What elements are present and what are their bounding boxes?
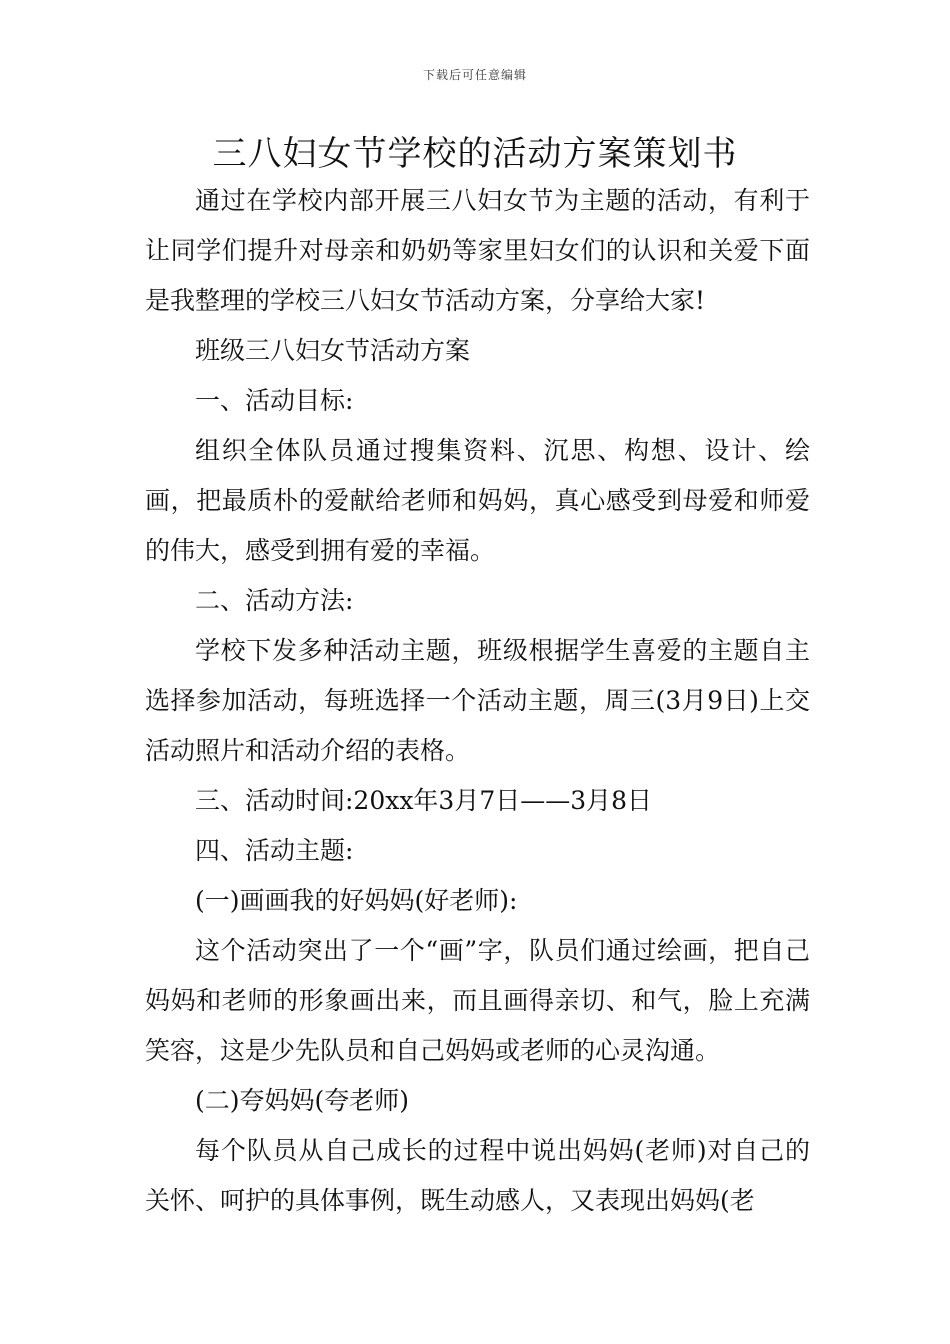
section-heading-method: 二、活动方法:	[195, 586, 354, 615]
section-heading-goal: 一、活动目标:	[195, 386, 354, 415]
section-heading-theme: 四、活动主题:	[195, 836, 354, 865]
subheading-draw-mother: (一)画画我的好妈妈(好老师):	[195, 886, 518, 915]
document-body	[145, 176, 810, 1226]
method-paragraph: 学校下发多种活动主题，班级根据学生喜爱的主题自主选择参加活动，每班选择一个活动主题，周三(3月9日)上交活动照片和活动介绍的表格。	[145, 636, 810, 765]
document-title: 三八妇女节学校的活动方案策划书	[212, 134, 738, 174]
praise-mother-paragraph: 每个队员从自己成长的过程中说出妈妈(老师)对自己的关怀、呵护的具体事例，既生动感人，又表现出妈妈(老	[145, 1136, 810, 1215]
draw-mother-paragraph: 这个活动突出了一个“画”字，队员们通过绘画，把自己妈妈和老师的形象画出来，而且画得亲切、和气，脸上充满笑容，这是少先队员和自己妈妈或老师的心灵沟通。	[145, 936, 810, 1065]
intro-paragraph: 通过在学校内部开展三八妇女节为主题的活动，有利于让同学们提升对母亲和奶奶等家里妇女们的认识和关爱下面是我整理的学校三八妇女节活动方案，分享给大家!	[145, 186, 810, 315]
section-heading-time: 三、活动时间:20xx年3月7日——3月8日	[195, 786, 653, 815]
subheading-praise-mother: (二)夸妈妈(夸老师)	[195, 1086, 410, 1115]
goal-paragraph: 组织全体队员通过搜集资料、沉思、构想、设计、绘画，把最质朴的爱献给老师和妈妈，真心感受到母爱和师爱的伟大，感受到拥有爱的幸福。	[145, 436, 810, 565]
section-heading-class-plan: 班级三八妇女节活动方案	[195, 336, 471, 365]
header-note: 下载后可任意编辑	[422, 68, 527, 82]
